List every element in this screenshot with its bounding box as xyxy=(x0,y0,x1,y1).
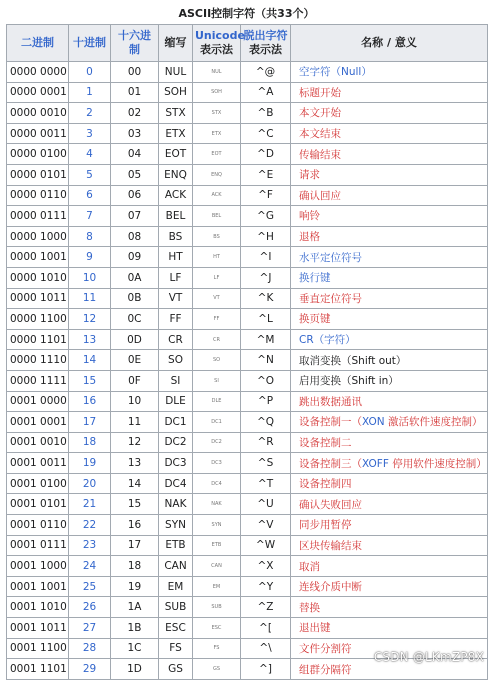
cell-unicode-symbol: BS xyxy=(193,226,241,247)
cell-binary: 0001 1101 xyxy=(7,659,69,680)
cell-binary: 0000 1111 xyxy=(7,370,69,391)
cell-name-meaning xyxy=(291,453,488,474)
table-row xyxy=(7,432,488,453)
cell-caret: ^H xyxy=(241,226,291,247)
cell-name-meaning xyxy=(291,391,488,412)
name-link[interactable]: 空字符（Null） xyxy=(299,66,372,79)
table-row xyxy=(7,473,488,494)
cell-binary: 0000 1000 xyxy=(7,226,69,247)
cell-abbr: SYN xyxy=(159,515,193,536)
cell-decimal[interactable]: 29 xyxy=(69,659,111,680)
name-link[interactable]: 组群分隔符 xyxy=(299,663,352,676)
cell-decimal[interactable]: 15 xyxy=(69,370,111,391)
cell-hex: 1B xyxy=(111,618,159,639)
cell-caret: ^G xyxy=(241,206,291,227)
name-link[interactable]: 取消 xyxy=(299,560,320,573)
cell-decimal[interactable]: 14 xyxy=(69,350,111,371)
cell-binary: 0001 0000 xyxy=(7,391,69,412)
cell-caret: ^B xyxy=(241,103,291,124)
cell-caret: ^L xyxy=(241,309,291,330)
cell-decimal[interactable]: 0 xyxy=(69,62,111,83)
cell-caret: ^] xyxy=(241,659,291,680)
cell-decimal[interactable]: 23 xyxy=(69,535,111,556)
cell-hex: 1A xyxy=(111,597,159,618)
table-row xyxy=(7,370,488,391)
cell-abbr: GS xyxy=(159,659,193,680)
table-row xyxy=(7,185,488,206)
cell-binary: 0000 0101 xyxy=(7,164,69,185)
name-link[interactable]: 文件分割符 xyxy=(299,642,352,655)
cell-abbr: CAN xyxy=(159,556,193,577)
cell-unicode-symbol: CR xyxy=(193,329,241,350)
name-link[interactable]: CR（字符） xyxy=(299,334,356,347)
cell-abbr: HT xyxy=(159,247,193,268)
cell-decimal[interactable]: 13 xyxy=(69,329,111,350)
cell-binary: 0000 0100 xyxy=(7,144,69,165)
table-row xyxy=(7,144,488,165)
cell-name-meaning xyxy=(291,267,488,288)
cell-caret: ^E xyxy=(241,164,291,185)
cell-decimal[interactable]: 5 xyxy=(69,164,111,185)
cell-unicode-symbol: SI xyxy=(193,370,241,391)
table-row xyxy=(7,350,488,371)
table-row xyxy=(7,391,488,412)
cell-unicode-symbol: LF xyxy=(193,267,241,288)
table-row xyxy=(7,453,488,474)
cell-name-meaning xyxy=(291,535,488,556)
cell-unicode-symbol: STX xyxy=(193,103,241,124)
cell-name-meaning xyxy=(291,515,488,536)
cell-hex: 18 xyxy=(111,556,159,577)
watermark: CSDN @LKmZP8X xyxy=(373,650,484,664)
cell-unicode-symbol: DC1 xyxy=(193,412,241,433)
table-caption: ASCII控制字符（共33个） xyxy=(178,7,315,20)
cell-hex: 1D xyxy=(111,659,159,680)
cell-caret: ^Y xyxy=(241,576,291,597)
name-link[interactable]: 替换 xyxy=(299,601,320,614)
cell-abbr: ETB xyxy=(159,535,193,556)
cell-caret: ^M xyxy=(241,329,291,350)
cell-abbr: ESC xyxy=(159,618,193,639)
cell-abbr: BS xyxy=(159,226,193,247)
cell-caret: ^@ xyxy=(241,62,291,83)
name-link[interactable]: 设备控制二 xyxy=(299,436,352,449)
cell-name-meaning xyxy=(291,62,488,83)
cell-decimal[interactable]: 2 xyxy=(69,103,111,124)
table-row xyxy=(7,309,488,330)
cell-caret: ^D xyxy=(241,144,291,165)
cell-name-meaning xyxy=(291,82,488,103)
cell-abbr: DC4 xyxy=(159,473,193,494)
cell-binary: 0000 0001 xyxy=(7,82,69,103)
cell-binary: 0000 1010 xyxy=(7,267,69,288)
cell-hex: 09 xyxy=(111,247,159,268)
cell-decimal[interactable]: 24 xyxy=(69,556,111,577)
cell-abbr: BEL xyxy=(159,206,193,227)
cell-name-meaning xyxy=(291,123,488,144)
table-row xyxy=(7,597,488,618)
cell-hex: 16 xyxy=(111,515,159,536)
cell-unicode-symbol: ENQ xyxy=(193,164,241,185)
name-link[interactable]: 标题开始 xyxy=(299,86,341,99)
cell-abbr: NAK xyxy=(159,494,193,515)
cell-binary: 0001 0110 xyxy=(7,515,69,536)
cell-caret: ^Q xyxy=(241,412,291,433)
cell-name-meaning xyxy=(291,494,488,515)
cell-caret: ^N xyxy=(241,350,291,371)
name-link[interactable]: 响铃 xyxy=(299,210,320,223)
name-link[interactable]: 垂直定位符号 xyxy=(299,292,362,305)
cell-hex: 0F xyxy=(111,370,159,391)
cell-caret: ^U xyxy=(241,494,291,515)
cell-binary: 0001 0011 xyxy=(7,453,69,474)
name-link[interactable]: 本文结束 xyxy=(299,128,341,141)
cell-unicode-symbol: CAN xyxy=(193,556,241,577)
cell-name-meaning xyxy=(291,432,488,453)
cell-decimal[interactable]: 4 xyxy=(69,144,111,165)
cell-name-meaning xyxy=(291,370,488,391)
ascii-table-container xyxy=(6,6,487,680)
cell-binary: 0001 1001 xyxy=(7,576,69,597)
cell-decimal[interactable]: 28 xyxy=(69,638,111,659)
table-row xyxy=(7,515,488,536)
cell-hex: 02 xyxy=(111,103,159,124)
cell-binary: 0000 1100 xyxy=(7,309,69,330)
cell-caret: ^S xyxy=(241,453,291,474)
table-row xyxy=(7,82,488,103)
cell-unicode-symbol: HT xyxy=(193,247,241,268)
cell-unicode-symbol: EOT xyxy=(193,144,241,165)
cell-abbr: NUL xyxy=(159,62,193,83)
cell-decimal[interactable]: 8 xyxy=(69,226,111,247)
cell-name-meaning xyxy=(291,576,488,597)
cell-hex: 13 xyxy=(111,453,159,474)
cell-abbr: STX xyxy=(159,103,193,124)
cell-binary: 0001 0101 xyxy=(7,494,69,515)
name-link[interactable]: 设备控制三（ xyxy=(299,457,362,470)
cell-decimal[interactable]: 3 xyxy=(69,123,111,144)
name-link[interactable]: 确认失败回应 xyxy=(299,498,362,511)
cell-hex: 07 xyxy=(111,206,159,227)
cell-abbr: LF xyxy=(159,267,193,288)
name-link[interactable]: 退格 xyxy=(299,231,320,244)
cell-hex: 05 xyxy=(111,164,159,185)
table-body xyxy=(7,62,488,680)
cell-abbr: FS xyxy=(159,638,193,659)
cell-decimal[interactable]: 1 xyxy=(69,82,111,103)
cell-hex: 11 xyxy=(111,412,159,433)
table-row xyxy=(7,535,488,556)
cell-hex: 15 xyxy=(111,494,159,515)
cell-binary: 0000 1011 xyxy=(7,288,69,309)
table-row xyxy=(7,267,488,288)
cell-binary: 0001 0111 xyxy=(7,535,69,556)
header-caret[interactable]: 脱出字符 表示法 xyxy=(241,25,291,62)
cell-decimal[interactable]: 20 xyxy=(69,473,111,494)
table-row xyxy=(7,226,488,247)
cell-name-meaning xyxy=(291,309,488,330)
cell-unicode-symbol: NAK xyxy=(193,494,241,515)
cell-abbr: ACK xyxy=(159,185,193,206)
cell-caret: ^C xyxy=(241,123,291,144)
cell-caret: ^[ xyxy=(241,618,291,639)
cell-name-meaning xyxy=(291,164,488,185)
table-row xyxy=(7,103,488,124)
cell-binary: 0000 0000 xyxy=(7,62,69,83)
ascii-control-table xyxy=(6,24,488,680)
cell-binary: 0000 1110 xyxy=(7,350,69,371)
cell-hex: 00 xyxy=(111,62,159,83)
cell-caret: ^I xyxy=(241,247,291,268)
cell-decimal[interactable]: 9 xyxy=(69,247,111,268)
cell-unicode-symbol: ETB xyxy=(193,535,241,556)
table-row xyxy=(7,123,488,144)
cell-hex: 10 xyxy=(111,391,159,412)
name-link[interactable]: 退出键 xyxy=(299,622,331,635)
name-link[interactable]: 设备控制四 xyxy=(299,478,352,491)
cell-abbr: FF xyxy=(159,309,193,330)
cell-binary: 0001 1000 xyxy=(7,556,69,577)
cell-decimal[interactable]: 10 xyxy=(69,267,111,288)
cell-caret: ^F xyxy=(241,185,291,206)
cell-unicode-symbol: FS xyxy=(193,638,241,659)
cell-hex: 14 xyxy=(111,473,159,494)
cell-hex: 0C xyxy=(111,309,159,330)
header-bin[interactable]: 二进制 xyxy=(7,25,69,62)
cell-binary: 0001 1011 xyxy=(7,618,69,639)
cell-name-meaning xyxy=(291,556,488,577)
cell-unicode-symbol: GS xyxy=(193,659,241,680)
cell-abbr: CR xyxy=(159,329,193,350)
cell-unicode-symbol: SYN xyxy=(193,515,241,536)
header-unicode[interactable]: Unicode 表示法 xyxy=(193,25,241,62)
name-text: 启用变换（Shift in） xyxy=(299,375,399,388)
name-link[interactable]: 确认回应 xyxy=(299,189,341,202)
cell-hex: 0A xyxy=(111,267,159,288)
cell-unicode-symbol: EM xyxy=(193,576,241,597)
cell-name-meaning xyxy=(291,412,488,433)
table-row xyxy=(7,576,488,597)
table-row xyxy=(7,247,488,268)
header-dec[interactable]: 十进制 xyxy=(69,25,111,62)
cell-caret: ^X xyxy=(241,556,291,577)
table-row xyxy=(7,556,488,577)
cell-caret: ^V xyxy=(241,515,291,536)
table-row xyxy=(7,164,488,185)
cell-binary: 0000 0111 xyxy=(7,206,69,227)
cell-decimal[interactable]: 21 xyxy=(69,494,111,515)
cell-binary: 0001 0100 xyxy=(7,473,69,494)
cell-binary: 0001 1100 xyxy=(7,638,69,659)
cell-unicode-symbol: ACK xyxy=(193,185,241,206)
cell-name-meaning xyxy=(291,329,488,350)
cell-unicode-symbol: NUL xyxy=(193,62,241,83)
cell-caret: ^K xyxy=(241,288,291,309)
cell-hex: 08 xyxy=(111,226,159,247)
cell-hex: 03 xyxy=(111,123,159,144)
cell-decimal[interactable]: 16 xyxy=(69,391,111,412)
cell-decimal[interactable]: 26 xyxy=(69,597,111,618)
cell-unicode-symbol: DC4 xyxy=(193,473,241,494)
cell-unicode-symbol: DLE xyxy=(193,391,241,412)
cell-abbr: SOH xyxy=(159,82,193,103)
table-header-row xyxy=(7,25,488,62)
name-link[interactable]: 设备控制一（ xyxy=(299,416,362,429)
cell-unicode-symbol: ETX xyxy=(193,123,241,144)
cell-abbr: EM xyxy=(159,576,193,597)
cell-binary: 0000 0010 xyxy=(7,103,69,124)
name-link[interactable]: XOFF xyxy=(362,457,389,470)
name-link[interactable]: 换行键 xyxy=(299,272,331,285)
cell-abbr: ENQ xyxy=(159,164,193,185)
cell-decimal[interactable]: 18 xyxy=(69,432,111,453)
cell-hex: 0E xyxy=(111,350,159,371)
cell-decimal[interactable]: 17 xyxy=(69,412,111,433)
cell-abbr: DC3 xyxy=(159,453,193,474)
cell-name-meaning xyxy=(291,350,488,371)
name-link[interactable]: 本文开始 xyxy=(299,107,341,120)
cell-abbr: VT xyxy=(159,288,193,309)
cell-unicode-symbol: VT xyxy=(193,288,241,309)
name-text: 取消变换（Shift out） xyxy=(299,354,407,367)
cell-caret: ^P xyxy=(241,391,291,412)
cell-caret: ^A xyxy=(241,82,291,103)
name-link[interactable]: 连线介质中断 xyxy=(299,581,362,594)
cell-hex: 19 xyxy=(111,576,159,597)
cell-abbr: DC1 xyxy=(159,412,193,433)
name-link[interactable]: 水平定位符号 xyxy=(299,251,362,264)
cell-hex: 1C xyxy=(111,638,159,659)
name-link[interactable]: 跳出数据通讯 xyxy=(299,395,362,408)
cell-hex: 12 xyxy=(111,432,159,453)
cell-binary: 0001 0010 xyxy=(7,432,69,453)
header-hex[interactable]: 十六进制 xyxy=(111,25,159,62)
cell-hex: 06 xyxy=(111,185,159,206)
cell-unicode-symbol: DC2 xyxy=(193,432,241,453)
name-link[interactable]: 请求 xyxy=(299,169,320,182)
cell-hex: 01 xyxy=(111,82,159,103)
header-abbr: 缩写 xyxy=(159,25,193,62)
cell-decimal[interactable]: 22 xyxy=(69,515,111,536)
cell-caret: ^\ xyxy=(241,638,291,659)
cell-unicode-symbol: SOH xyxy=(193,82,241,103)
cell-decimal[interactable]: 25 xyxy=(69,576,111,597)
cell-name-meaning xyxy=(291,288,488,309)
name-link[interactable]: 激活软件速度控制） xyxy=(384,416,483,429)
cell-name-meaning xyxy=(291,618,488,639)
cell-unicode-symbol: FF xyxy=(193,309,241,330)
cell-binary: 0000 1001 xyxy=(7,247,69,268)
cell-binary: 0000 1101 xyxy=(7,329,69,350)
cell-hex: 17 xyxy=(111,535,159,556)
cell-abbr: ETX xyxy=(159,123,193,144)
cell-caret: ^W xyxy=(241,535,291,556)
table-row xyxy=(7,288,488,309)
cell-unicode-symbol: SO xyxy=(193,350,241,371)
cell-abbr: DC2 xyxy=(159,432,193,453)
cell-name-meaning xyxy=(291,185,488,206)
cell-hex: 0D xyxy=(111,329,159,350)
cell-decimal[interactable]: 27 xyxy=(69,618,111,639)
cell-decimal[interactable]: 6 xyxy=(69,185,111,206)
table-row xyxy=(7,618,488,639)
table-row xyxy=(7,412,488,433)
cell-caret: ^O xyxy=(241,370,291,391)
cell-name-meaning xyxy=(291,473,488,494)
table-row xyxy=(7,494,488,515)
cell-caret: ^Z xyxy=(241,597,291,618)
table-row xyxy=(7,329,488,350)
cell-caret: ^J xyxy=(241,267,291,288)
cell-caret: ^T xyxy=(241,473,291,494)
cell-unicode-symbol: BEL xyxy=(193,206,241,227)
cell-abbr: DLE xyxy=(159,391,193,412)
cell-name-meaning xyxy=(291,597,488,618)
name-link[interactable]: 换页键 xyxy=(299,313,331,326)
name-link[interactable]: XON xyxy=(362,416,385,429)
cell-binary: 0000 0110 xyxy=(7,185,69,206)
cell-name-meaning xyxy=(291,206,488,227)
name-link[interactable]: 传输结束 xyxy=(299,148,341,161)
cell-decimal[interactable]: 7 xyxy=(69,206,111,227)
name-link[interactable]: 同步用暂停 xyxy=(299,519,352,532)
cell-unicode-symbol: SUB xyxy=(193,597,241,618)
table-row xyxy=(7,206,488,227)
cell-decimal[interactable]: 12 xyxy=(69,309,111,330)
table-row xyxy=(7,62,488,83)
cell-hex: 04 xyxy=(111,144,159,165)
cell-name-meaning xyxy=(291,226,488,247)
cell-binary: 0000 0011 xyxy=(7,123,69,144)
cell-abbr: EOT xyxy=(159,144,193,165)
cell-abbr: SUB xyxy=(159,597,193,618)
header-name: 名称 / 意义 xyxy=(291,25,488,62)
cell-name-meaning xyxy=(291,247,488,268)
cell-name-meaning xyxy=(291,144,488,165)
name-link[interactable]: 停用软件速度控制） xyxy=(388,457,487,470)
cell-decimal[interactable]: 19 xyxy=(69,453,111,474)
cell-unicode-symbol: ESC xyxy=(193,618,241,639)
cell-caret: ^R xyxy=(241,432,291,453)
cell-decimal[interactable]: 11 xyxy=(69,288,111,309)
cell-binary: 0001 0001 xyxy=(7,412,69,433)
cell-binary: 0001 1010 xyxy=(7,597,69,618)
cell-name-meaning xyxy=(291,103,488,124)
cell-abbr: SO xyxy=(159,350,193,371)
name-link[interactable]: 区块传输结束 xyxy=(299,539,362,552)
cell-unicode-symbol: DC3 xyxy=(193,453,241,474)
cell-hex: 0B xyxy=(111,288,159,309)
cell-abbr: SI xyxy=(159,370,193,391)
